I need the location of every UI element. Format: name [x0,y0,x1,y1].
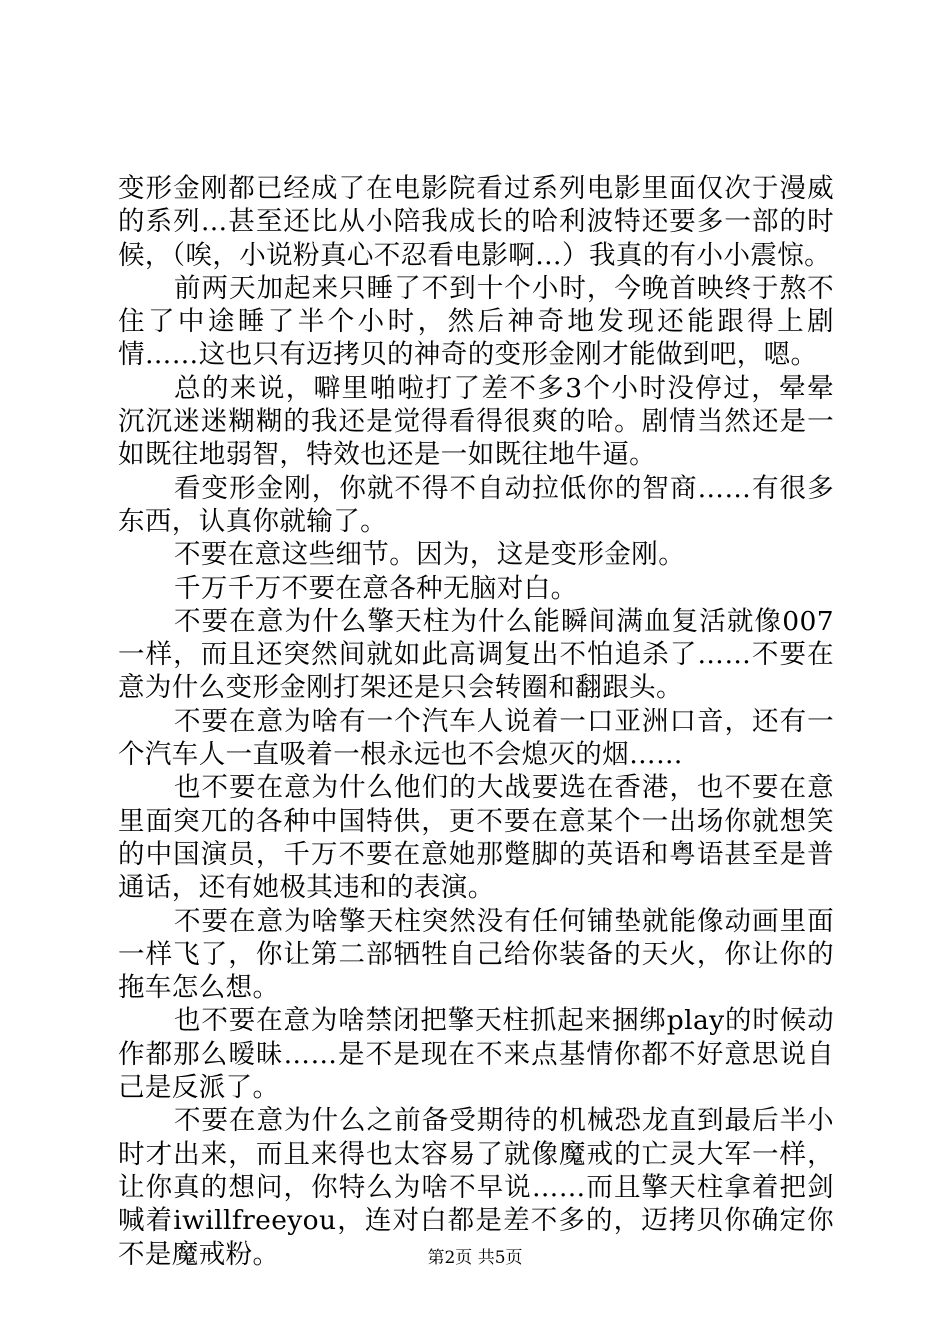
paragraph: 总的来说，噼里啪啦打了差不多3个小时没停过，晕晕沉沉迷迷糊糊的我还是觉得看得很爽的哈。剧情当然还是一如既往地弱智，特效也还是一如既往地牛逼。 [118,372,834,471]
document-body [118,172,834,1271]
paragraph: 不要在意为啥有一个汽车人说着一口亚洲口音，还有一个汽车人一直吸着一根永远也不会熄灭的烟…… [118,705,834,771]
paragraph: 不要在意为什么擎天柱为什么能瞬间满血复活就像007一样，而且还突然间就如此高调复出不怕追杀了……不要在意为什么变形金刚打架还是只会转圈和翻跟头。 [118,605,834,704]
paragraph: 不要在意为啥擎天柱突然没有任何铺垫就能像动画里面一样飞了，你让第二部牺牲自己给你装备的天火，你让你的拖车怎么想。 [118,905,834,1004]
paragraph: 也不要在意为啥禁闭把擎天柱抓起来捆绑play的时候动作都那么暧昧……是不是现在不来点基情你都不好意思说自己是反派了。 [118,1005,834,1104]
paragraph: 千万千万不要在意各种无脑对白。 [174,572,578,604]
paragraph: 也不要在意为什么他们的大战要选在香港，也不要在意里面突兀的各种中国特供，更不要在意某个一出场你就想笑的中国演员，千万不要在意她那蹩脚的英语和粤语甚至是普通话，还有她极其违和的表演。 [118,772,834,904]
paragraph: 变形金刚都已经成了在电影院看过系列电影里面仅次于漫威的系列…甚至还比从小陪我成长的哈利波特还要多一部的时候，（唉，小说粉真心不忍看电影啊…）我真的有小小震惊。 [118,173,834,271]
paragraph: 前两天加起来只睡了不到十个小时，今晚首映终于熬不住了中途睡了半个小时，然后神奇地发现还能跟得上剧情……这也只有迈拷贝的神奇的变形金刚才能做到吧，嗯。 [118,272,834,371]
paragraph: 不要在意这些细节。因为，这是变形金刚。 [174,539,686,571]
paragraph: 不要在意为什么之前备受期待的机械恐龙直到最后半小时才出来，而且来得也太容易了就像魔戒的亡灵大军一样，让你真的想问，你特么为啥不早说……而且擎天柱拿着把剑喊着iwillfreeyou，连对白都是差不多的，迈拷贝你确定你不是魔戒粉。 [118,1105,834,1270]
paragraph: 看变形金刚，你就不得不自动拉低你的智商……有很多东西，认真你就输了。 [118,472,834,537]
page-number-footer: 第2页 共5页 [427,1248,523,1268]
